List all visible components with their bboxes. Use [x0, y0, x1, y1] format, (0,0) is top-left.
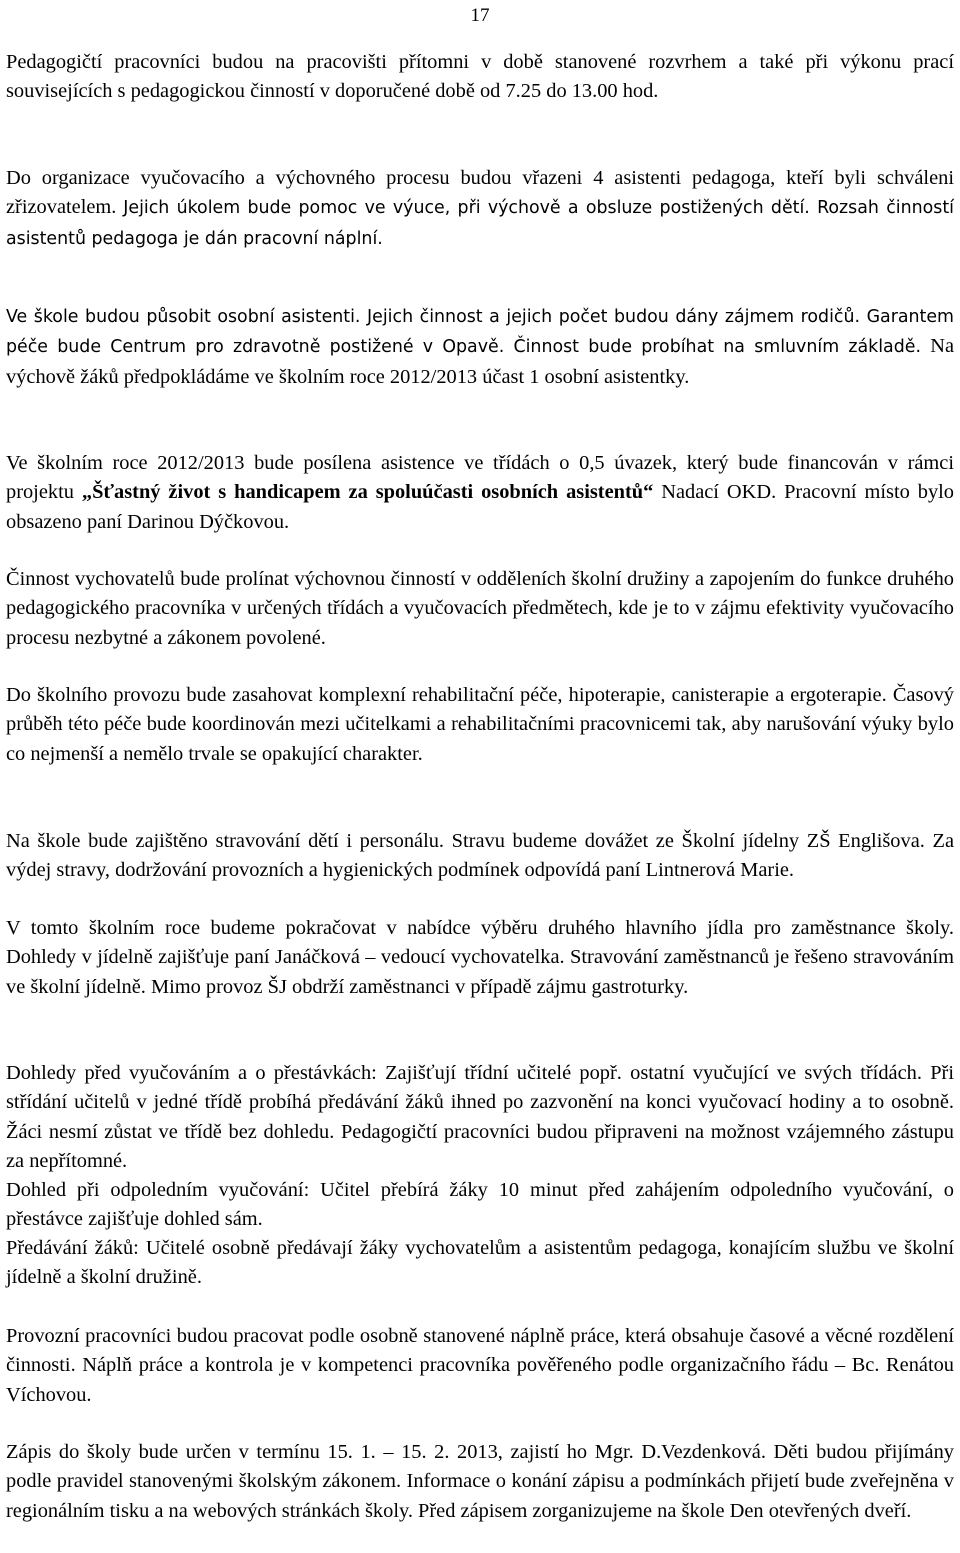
- project-text-after: Nadací OKD. Pracovní místo bylo obsazeno paní Darinou Dýčkovou.: [6, 481, 954, 533]
- project-name: „Šťastný život s handicapem za spoluúčasti osobních asistentů“: [81, 481, 654, 504]
- paragraph-educators: Činnost vychovatelů bude prolínat výchovnou činností v odděleních školní družiny a zapojením do funkce druhého pedagogického pracovníka v určených třídách a vyučovacích předmětech, kde je to v zájmu efektivity vyučovacího procesu nezbytné a zákonem povolené.: [6, 568, 954, 649]
- paragraph-rehabilitation: Do školního provozu bude zasahovat komplexní rehabilitační péče, hipoterapie, canisterapie a ergoterapie. Časový průběh této péče bude koordinován mezi učitelkami a rehabilitačními pracovnicemi tak, aby narušování výuky bylo co nejmenší a nemělo trvale se opakující charakter.: [6, 684, 954, 765]
- paragraph-catering: Na škole bude zajištěno stravování dětí i personálu. Stravu budeme dovážet ze Školní jídelny ZŠ Englišova. Za výdej stravy, dodržování provozních a hygienických podmínek odpovídá paní Lintnerová Marie.: [6, 830, 954, 882]
- paragraph-pupil-handover: Předávání žáků: Učitelé osobně předávají žáky vychovatelům a asistentům pedagoga, konajícím službu ve školní jídelně a školní družině.: [6, 1237, 954, 1289]
- paragraph-second-meal: V tomto školním roce budeme pokračovat v nabídce výběru druhého hlavního jídla pro zaměstnance školy. Dohledy v jídelně zajišťuje paní Janáčková – vedoucí vychovatelka. Stravování zaměstnanců je řešeno stravováním ve školní jídelně. Mimo provoz ŠJ obdrží zaměstnanci v případě zájmu gastroturky.: [6, 917, 954, 998]
- paragraph-operational-staff: Provozní pracovníci budou pracovat podle osobně stanovené náplně práce, která obsahuje časové a věcné rozdělení činnosti. Náplň práce a kontrola je v kompetenci pracovníka pověřeného podle organizačního řádu – Bc. Renátou Víchovou.: [6, 1325, 954, 1406]
- paragraph-school-enrollment: Zápis do školy bude určen v termínu 15. 1. – 15. 2. 2013, zajistí ho Mgr. D.Vezdenková. Děti budou přijímány podle pravidel stanovenými školským zákonem. Informace o konání zápisu a podmínkách přijetí bude zveřejněna v regionálním tisku a na webových stránkách školy. Před zápisem zorganizujeme na škole Den otevřených dveří.: [6, 1441, 954, 1522]
- assistants-duties: Jejich úkolem bude pomoc ve výuce, při výchově a obsluze postižených dětí. Rozsah činností asistentů pedagoga je dán pracovní náplní.: [6, 198, 954, 249]
- paragraph-working-hours: Pedagogičtí pracovníci budou na pracovišti přítomni v době stanovené rozvrhem a také při výkonu prací souvisejících s pedagogickou činností v doporučené době od 7.25 do 13.00 hod.: [6, 51, 954, 103]
- paragraph-supervision: Dohledy před vyučováním a o přestávkách: Zajišťují třídní učitelé popř. ostatní vyučující ve svých třídách. Při střídání učitelů v jedné třídě probíhá předávání žáků ihned po zazvonění na konci vyučovací hodiny a to osobně. Žáci nesmí zůstat ve třídě bez dohledu. Pedagogičtí pracovníci budou připraveni na možnost vzájemného zástupu za nepřítomné.: [6, 1062, 954, 1172]
- paragraph-teaching-assistants: [6, 164, 954, 254]
- page-number: 17: [470, 5, 490, 26]
- paragraph-project-assistance: [6, 449, 954, 537]
- paragraph-afternoon-supervision: Dohled při odpoledním vyučování: Učitel přebírá žáky 10 minut před zahájením odpoledního vyučování, o přestávce zajišťuje dohled sám.: [6, 1179, 954, 1231]
- personal-assistants-text: Ve škole budou působit osobní asistenti. Jejich činnost a jejich počet budou dány zájmem rodičů. Garantem péče bude Centrum pro zdravotně postižené v Opavě. Činnost bude probíhat na smluvním základě.: [6, 307, 954, 358]
- assistants-intro: Do organizace vyučovacího a výchovného procesu budou vřazeni 4 asistenti pedagoga, kteří byli schváleni zřizovatelem.: [6, 167, 954, 219]
- personal-assistants-plan: Na výchově žáků předpokládáme ve školním roce 2012/2013 účast 1 osobní asistentky.: [6, 335, 954, 388]
- paragraph-personal-assistants: [6, 303, 954, 393]
- project-text-before: Ve školním roce 2012/2013 bude posílena asistence ve třídách o 0,5 úvazek, který bude financován v rámci projektu: [6, 452, 954, 504]
